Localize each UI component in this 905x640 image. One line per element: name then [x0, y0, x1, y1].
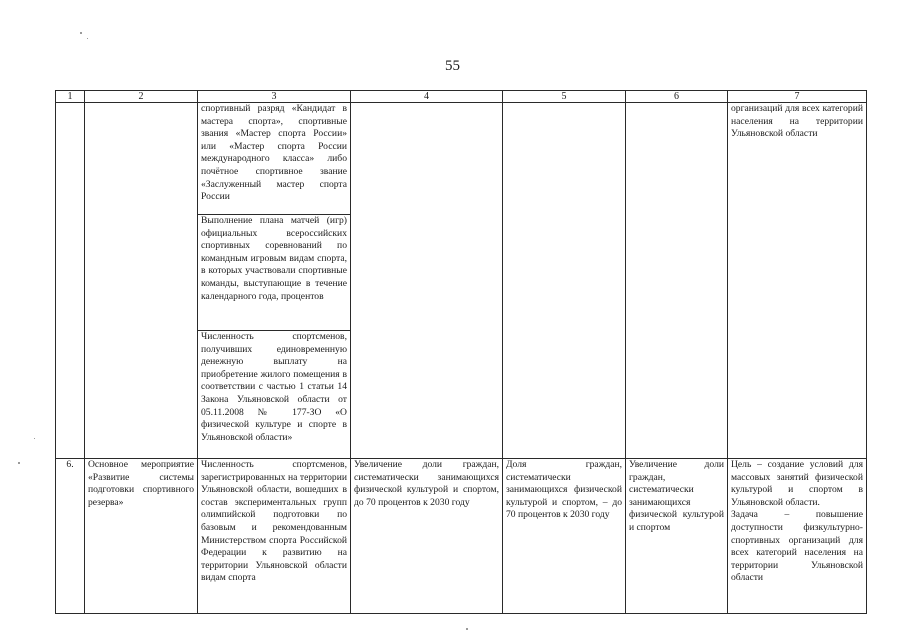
continuation-cell-col7: организаций для всех категорий населения на территории Ульяновской области — [728, 103, 867, 459]
scan-speck — [80, 32, 82, 34]
goal-text: Цель – создание условий для массовых занятий физической культурой и спортом в Ульяновской области. — [731, 459, 863, 508]
continuation-cell-col4 — [351, 103, 503, 459]
indicator-matches-cell: Выполнение плана матчей (игр) официальных всероссийских спортивных соревнований по командным игровым видам спорта, в которых участвовали спортивные команды, выступающие в течение календарного года, процентов — [198, 215, 351, 331]
indicator-rank-cell: спортивный разряд «Кандидат в мастера спорта», спортивные звания «Мастер спорта России» или «Мастер спорта России международного класса» либо почётное спортивное звание «Заслуженный мастер спорта России — [198, 103, 351, 215]
column-header-7: 7 — [728, 91, 867, 103]
page-number: 55 — [445, 58, 460, 74]
scan-speck — [34, 438, 35, 439]
continuation-cell-col6 — [626, 103, 728, 459]
measures-table — [55, 90, 867, 614]
scan-speck — [87, 38, 88, 39]
column-number-row — [56, 91, 867, 103]
expected-result-cell: Увеличение доли граждан, систематически занимающихся физической культурой и спортом — [626, 459, 728, 614]
task-text: Задача – повышение доступности физкультурно-спортивных организаций для всех категорий населения на территории Ульяновской области — [731, 509, 863, 584]
target-indicator-cell: Доля граждан, систематически занимающихся физической культурой и спортом, – до 70 процентов к 2030 году — [503, 459, 626, 614]
continuation-cell-col2 — [85, 103, 198, 459]
column-header-1: 1 — [56, 91, 85, 103]
continuation-cell-col5 — [503, 103, 626, 459]
column-header-6: 6 — [626, 91, 728, 103]
goal-task-cell — [728, 459, 867, 614]
national-goal-cell: Увеличение доли граждан, систематически занимающихся физической культурой и спортом, до 70 процентов к 2030 году — [351, 459, 503, 614]
table-row-6 — [56, 459, 867, 614]
column-header-2: 2 — [85, 91, 198, 103]
indicator-cell: Численность спортсменов, зарегистрированных на территории Ульяновской области, вошедших в состав экспериментальных групп олимпийской подготовки по базовым и рекомендованным Министерством спорта Российской Федерации к развитию на территории Ульяновской области видам спорта — [198, 459, 351, 614]
event-name-cell: Основное мероприятие «Развитие системы подготовки спортивного резерва» — [85, 459, 198, 614]
scan-speck — [466, 628, 468, 630]
column-header-4: 4 — [351, 91, 503, 103]
column-header-5: 5 — [503, 91, 626, 103]
indicator-housing-payment-cell: Численность спортсменов, получивших единовременную денежную выплату на приобретение жилого помещения в соответствии с частью 1 статьи 14 Закона Ульяновской области от 05.11.2008 № 177-ЗО «О физической культуре и спорте в Ульяновской области» — [198, 331, 351, 459]
column-header-3: 3 — [198, 91, 351, 103]
continuation-cell-col1 — [56, 103, 85, 459]
row-number: 6. — [56, 459, 85, 614]
continuation-row-1 — [56, 103, 867, 215]
scan-speck — [18, 462, 20, 464]
